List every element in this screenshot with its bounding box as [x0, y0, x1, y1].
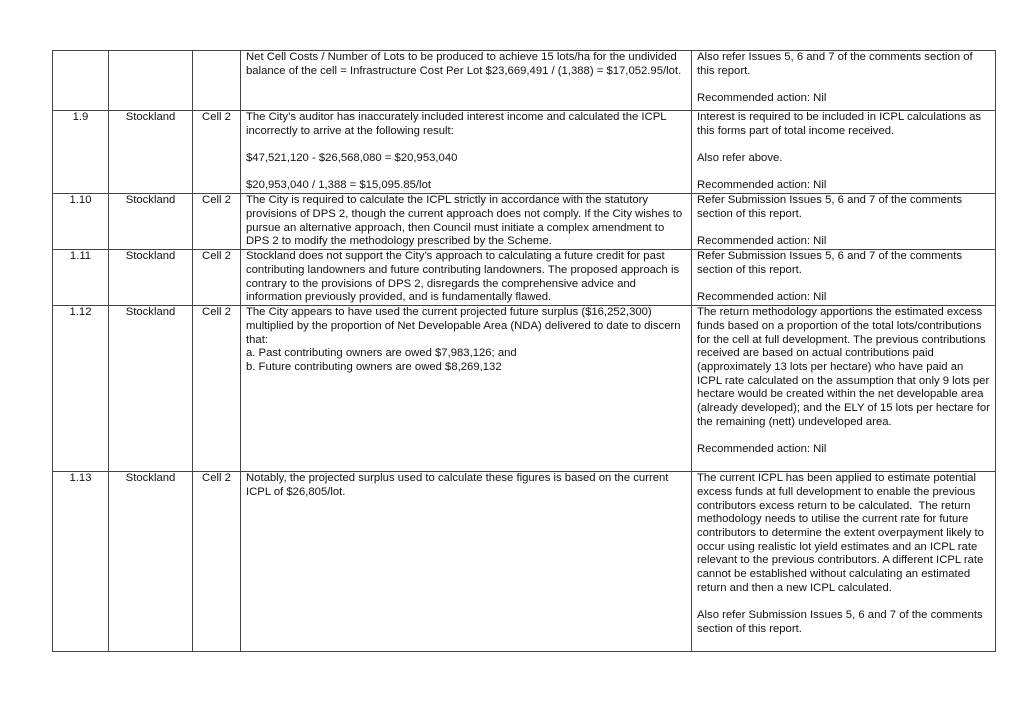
submission-text: [241, 51, 692, 111]
item-number: 1.11: [53, 250, 109, 306]
response-paragraph: Refer Submission Issues 5, 6 and 7 of the comments section of this report.: [697, 194, 966, 220]
cell-label: Cell 2: [193, 194, 241, 250]
submission-formula: $47,521,120 - $26,568,080 = $20,953,040: [246, 152, 458, 165]
submitter-name: Stockland: [109, 472, 193, 652]
response-paragraph: Interest is required to be included in ICPL calculations as this forms part of total income received.: [697, 111, 985, 137]
item-number: 1.9: [53, 111, 109, 194]
table-row: [53, 194, 996, 250]
cell-label: Cell 2: [193, 111, 241, 194]
submission-paragraph: The City is required to calculate the ICPL strictly in accordance with the statutory provisions of DPS 2, though the current approach does not comply. If the City wishes to pursue an alternative approach, then Council must initiate a complex amendment to DPS 2 to modify the methodology prescribed by the Scheme.: [246, 194, 686, 248]
recommended-action: Recommended action: Nil: [697, 179, 827, 192]
recommended-action: Recommended action: Nil: [697, 291, 827, 304]
response-paragraph: Also refer above.: [697, 152, 783, 165]
submitter-name: Stockland: [109, 306, 193, 472]
recommended-action: Recommended action: Nil: [697, 235, 827, 248]
response-text: [692, 250, 996, 306]
response-paragraph: Also refer Submission Issues 5, 6 and 7 of the comments section of this report.: [697, 609, 986, 635]
item-number: 1.13: [53, 472, 109, 652]
submission-paragraph: The City appears to have used the current projected future surplus ($16,252,300) multiplied by the proportion of Net Developable Area (NDA) delivered to date to discern that: a. Past contributing owners are owed $7,983,126; and b. Future contributing owners are owed $8,269,132: [246, 306, 681, 373]
cell-label: Cell 2: [193, 472, 241, 652]
table-row: [53, 111, 996, 194]
cell-label: [193, 51, 241, 111]
submission-paragraph: Net Cell Costs / Number of Lots to be produced to achieve 15 lots/ha for the undivided balance of the cell = Infrastructure Cost Per Lot $23,669,491 / (1,388) = $17,052.95/lot.: [246, 51, 682, 77]
item-number: 1.10: [53, 194, 109, 250]
submission-text: [241, 250, 692, 306]
recommended-action: Recommended action: Nil: [697, 443, 827, 456]
response-paragraph: Also refer Issues 5, 6 and 7 of the comments section of this report.: [697, 51, 976, 77]
submitter-name: [109, 51, 193, 111]
item-number: [53, 51, 109, 111]
submission-paragraph: The City’s auditor has inaccurately included interest income and calculated the ICPL incorrectly to arrive at the following result:: [246, 111, 670, 137]
submission-text: [241, 194, 692, 250]
response-paragraph: The return methodology apportions the estimated excess funds based on a proportion of the total lots/contributions for the cell at full development. The previous contributions received are based on actual contributions paid (approximately 13 lots per hectare) who have paid an ICPL rate calculated on the assumption that only 9 lots per hectare would be created within the net developable area (already developed); and the ELY of 15 lots per hectare for the remaining (nett) undeveloped area.: [697, 306, 993, 428]
table-row: [53, 472, 996, 652]
submission-paragraph: Stockland does not support the City’s approach to calculating a future credit for past contributing landowners and future contributing landowners. The proposed approach is contrary to the provisions of DPS 2, disregards the comprehensive advice and information previously provided, and is fundamentally flawed.: [246, 250, 683, 304]
submission-text: [241, 472, 692, 652]
table-row: [53, 250, 996, 306]
response-text: [692, 472, 996, 652]
response-text: [692, 306, 996, 472]
submissions-table: [52, 50, 996, 652]
response-text: [692, 51, 996, 111]
submitter-name: Stockland: [109, 250, 193, 306]
response-text: [692, 111, 996, 194]
submission-formula: $20,953,040 / 1,388 = $15,095.85/lot: [246, 179, 431, 192]
item-number: 1.12: [53, 306, 109, 472]
submission-text: [241, 111, 692, 194]
submitter-name: Stockland: [109, 194, 193, 250]
response-text: [692, 194, 996, 250]
response-paragraph: Refer Submission Issues 5, 6 and 7 of the comments section of this report.: [697, 250, 966, 276]
cell-label: Cell 2: [193, 250, 241, 306]
table-row: [53, 306, 996, 472]
recommended-action: Recommended action: Nil: [697, 92, 827, 105]
cell-label: Cell 2: [193, 306, 241, 472]
submitter-name: Stockland: [109, 111, 193, 194]
submission-text: [241, 306, 692, 472]
submission-paragraph: Notably, the projected surplus used to calculate these figures is based on the current ICPL of $26,805/lot.: [246, 472, 672, 498]
table-row: [53, 51, 996, 111]
response-paragraph: The current ICPL has been applied to estimate potential excess funds at full development to enable the previous contributors excess return to be calculated. The return methodology needs to utilise the current rate for future contributors to determine the extent overpayment likely to occur using realistic lot yield estimates and an ICPL rate relevant to the previous contributors. A different ICPL rate cannot be established without calculating an estimated return and then a new ICPL calculated.: [697, 472, 988, 594]
